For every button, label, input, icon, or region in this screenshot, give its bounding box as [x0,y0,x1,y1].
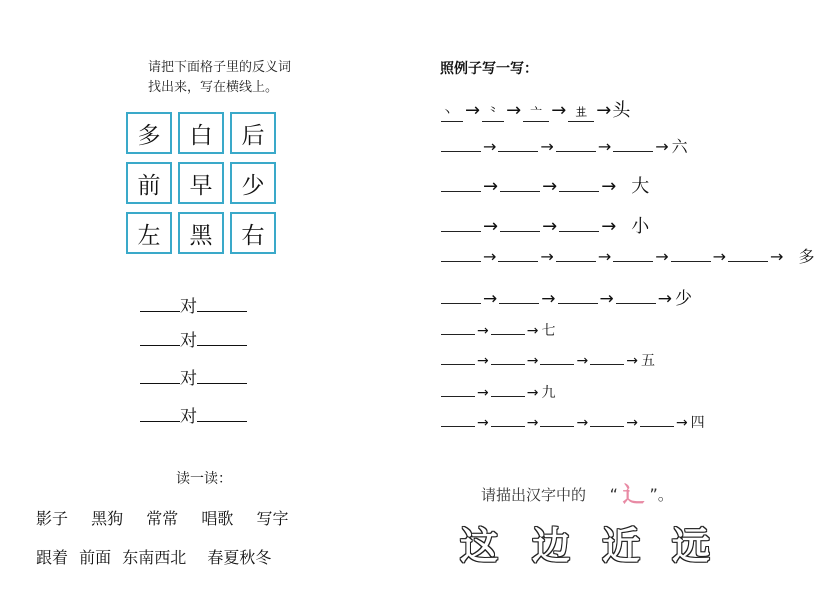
stroke-blank[interactable] [498,139,538,152]
stroke-blank[interactable] [558,291,598,304]
stroke-blank[interactable] [491,322,525,335]
stroke-blank[interactable] [613,139,653,152]
stroke-blank[interactable] [556,139,596,152]
answer-blank[interactable] [140,296,180,312]
arrow: → [655,137,669,156]
stroke-blank[interactable] [540,352,574,365]
final-char: 小 [631,216,650,237]
stroke-blank[interactable] [640,414,674,427]
stroke-blank[interactable] [540,414,574,427]
stroke-sequence-row [440,172,649,198]
final-char: 四 [690,415,705,431]
arrow: → [526,385,539,401]
antonym-pair-line[interactable] [140,364,247,389]
trace-char[interactable]: 这 [460,524,499,568]
arrow: → [597,247,612,266]
pair-word: 对 [180,369,197,389]
arrow: → [483,247,497,266]
arrow: → [477,415,489,431]
word: 东南西北 [122,548,187,567]
arrow: → [477,385,489,401]
answer-blank[interactable] [140,406,180,422]
stroke-blank[interactable] [441,291,481,304]
stroke-sequence-row [440,412,705,432]
final-char: 大 [631,176,650,197]
grid-cell: 黑 [178,212,224,254]
stroke-blank[interactable] [556,249,596,262]
arrow: → [576,353,589,369]
stroke-sequence-row [440,382,555,402]
stroke-blank[interactable] [491,384,525,397]
grid-cell: 少 [230,162,276,204]
arrow: → [596,100,612,121]
word-row-2 [36,545,289,568]
arrow: → [542,216,558,237]
arrow: → [526,353,539,369]
stroke-blank[interactable] [616,291,656,304]
final-char: 七 [541,323,556,339]
instruction-line-2: 找出来，写在横线上。 [148,80,279,95]
arrow: → [540,137,554,156]
stroke-blank[interactable] [498,249,538,262]
stroke-sequence-row [440,212,649,238]
word: 春夏秋冬 [207,548,272,567]
stroke-blank[interactable] [613,249,653,262]
grid-cell: 右 [230,212,276,254]
answer-blank[interactable] [197,330,247,346]
stroke-blank[interactable] [441,179,481,192]
stroke-blank[interactable] [499,291,539,304]
stroke-blank[interactable] [559,219,599,232]
quote-close: ”。 [649,485,674,504]
quote-open: “ [609,485,618,504]
stroke-step: 丶 [441,109,463,122]
stroke-blank[interactable] [441,414,475,427]
stroke-blank[interactable] [441,219,481,232]
example-sequence [440,96,630,122]
word: 常常 [146,509,179,528]
stroke-blank[interactable] [441,384,475,397]
grid-cell: 后 [230,112,276,154]
grid-cell: 左 [126,212,172,254]
arrow: → [626,353,638,369]
stroke-sequence-row [440,284,692,309]
stroke-sequence-row [440,244,814,267]
arrow: → [551,100,567,121]
arrow: → [599,289,614,309]
arrow: → [483,137,497,156]
antonym-pair-line[interactable] [140,402,247,427]
radical-zou-zhi: 辶 [622,483,645,508]
final-char: 五 [640,353,655,369]
stroke-blank[interactable] [500,179,540,192]
stroke-blank[interactable] [491,414,525,427]
stroke-blank[interactable] [671,249,711,262]
word: 唱歌 [201,509,234,528]
arrow: → [477,353,489,369]
antonym-pair-line[interactable] [140,292,247,317]
grid-cell: 白 [178,112,224,154]
arrow: → [601,216,617,237]
arrow: → [657,289,672,309]
answer-blank[interactable] [197,296,247,312]
grid-cell: 早 [178,162,224,204]
answer-blank[interactable] [197,406,247,422]
read-title: 读一读： [176,471,232,487]
instruction-line-1: 请把下面格子里的反义词 [148,60,292,75]
arrow: → [526,323,539,339]
word: 前面 [79,548,112,567]
word: 黑狗 [91,509,124,528]
grid-cell: 前 [126,162,172,204]
stroke-blank[interactable] [441,352,475,365]
stroke-step: 𠀎 [568,109,594,122]
arrow: → [597,137,612,156]
arrow: → [712,247,727,266]
word: 影子 [36,509,69,528]
arrow: → [483,176,499,197]
arrow: → [483,289,498,309]
stroke-blank[interactable] [441,322,475,335]
stroke-blank[interactable] [500,219,540,232]
arrow: → [675,415,688,431]
final-char: 头 [612,100,631,121]
arrow: → [542,176,558,197]
antonym-pair-line[interactable] [140,326,247,351]
answer-blank[interactable] [197,368,247,384]
answer-blank[interactable] [140,368,180,384]
answer-blank[interactable] [140,330,180,346]
arrow: → [483,216,499,237]
stroke-step: 亠 [523,109,549,122]
arrow: → [601,176,617,197]
trace-char[interactable]: 边 [532,524,571,568]
trace-char[interactable]: 远 [672,524,711,568]
stroke-blank[interactable] [728,249,768,262]
stroke-order-title: 照例子写一写： [440,61,538,77]
stroke-sequence-row [440,134,688,157]
stroke-sequence-row [440,350,655,370]
arrow: → [506,100,522,121]
trace-char[interactable]: 近 [602,524,641,568]
trace-instruction [481,478,674,509]
final-char: 九 [541,385,556,401]
arrow: → [526,415,539,431]
stroke-blank[interactable] [441,139,481,152]
stroke-step: ⺀ [482,109,504,122]
pair-word: 对 [180,331,197,351]
final-char: 多 [798,247,814,266]
stroke-blank[interactable] [590,352,624,365]
final-char: 少 [675,289,692,309]
grid-cell: 多 [126,112,172,154]
antonym-instruction [148,58,291,98]
word: 写字 [256,509,289,528]
word: 跟着 [36,548,69,567]
stroke-blank[interactable] [590,414,624,427]
arrow: → [541,289,556,309]
word-row-1 [36,506,306,529]
stroke-blank[interactable] [491,352,525,365]
pair-word: 对 [180,407,197,427]
arrow: → [655,247,669,266]
stroke-blank[interactable] [559,179,599,192]
arrow: → [770,247,784,266]
stroke-blank[interactable] [441,249,481,262]
arrow: → [465,100,481,121]
arrow: → [576,415,589,431]
arrow: → [477,323,489,339]
arrow: → [626,415,638,431]
stroke-sequence-row [440,320,555,340]
final-char: 六 [671,137,688,156]
trace-text: 请描出汉字中的 [481,486,587,504]
arrow: → [540,247,554,266]
pair-word: 对 [180,297,197,317]
